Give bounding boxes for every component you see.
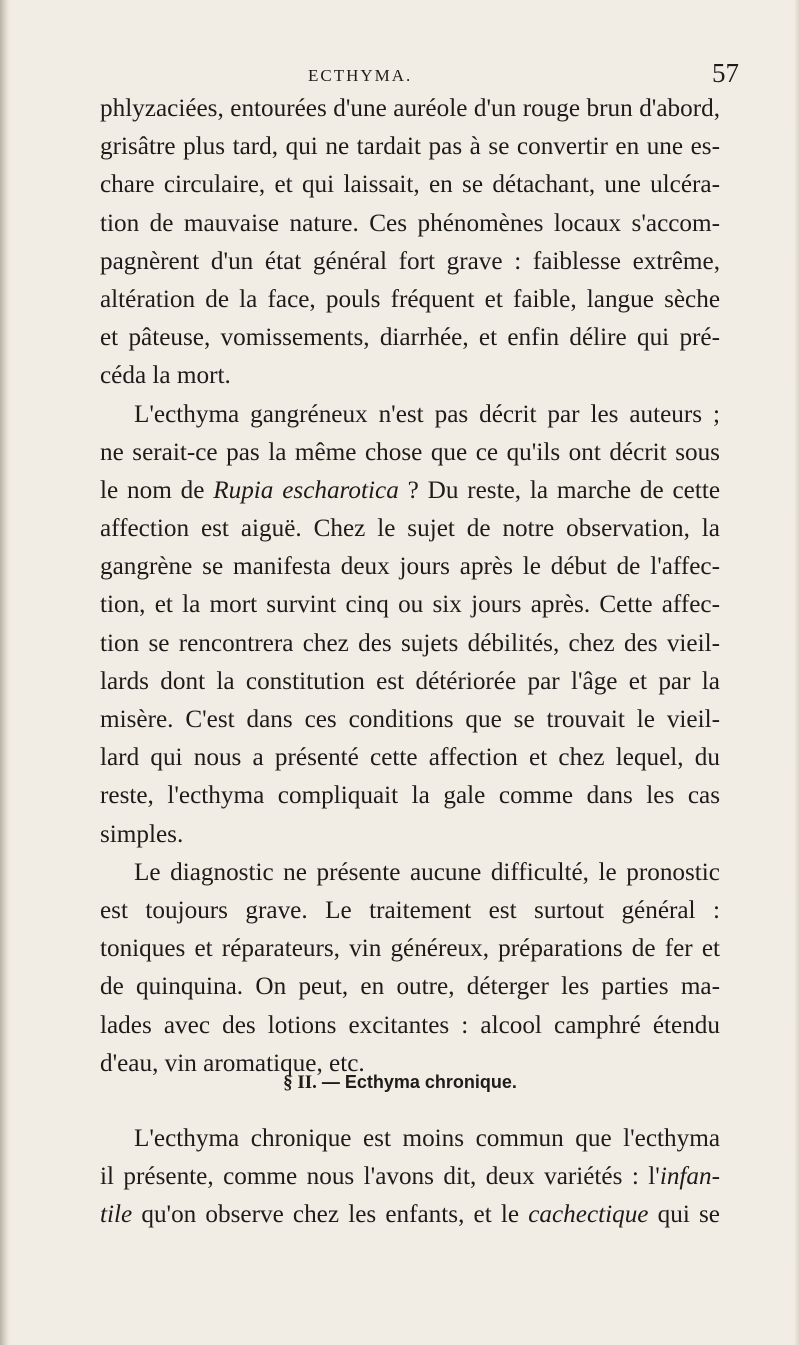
text-line: tion se rencontrera chez des sujets débilités, chez des vieil- — [100, 629, 720, 657]
text-line: misère. C'est dans ces conditions que se trouvait le vieil- — [100, 706, 720, 733]
text-line: grisâtre plus tard, qui ne tardait pas à se convertir en une es- — [100, 133, 720, 161]
text-line: ne serait-ce pas la même chose que ce qu'ils ont décrit sous — [100, 438, 720, 466]
text-line: phlyzaciées, entourées d'une auréole d'un rouge brun d'abord, — [100, 95, 720, 122]
text-line: lard qui nous a présenté cette affection et chez lequel, du — [100, 744, 720, 772]
text-run: ? Du reste, la marche de cette — [398, 476, 720, 504]
text-line: céda la mort. — [100, 362, 231, 390]
running-title: ECTHYMA. — [308, 66, 413, 85]
text-line: lades avec des lotions excitantes : alcool camphré étendu — [100, 1011, 720, 1039]
binding-edge — [0, 0, 10, 1345]
text-line: simples. — [100, 820, 184, 848]
text-line: toniques et réparateurs, vin généreux, préparations de fer et — [100, 935, 720, 963]
text-run: qu'on observe chez les enfants, et le — [132, 1201, 529, 1229]
text-line: tion, et la mort survint cinq ou six jours après. Cette affec- — [100, 591, 720, 619]
text-line: affection est aiguë. Chez le sujet de notre observation, la — [100, 515, 720, 543]
italic-term: tile — [100, 1201, 133, 1229]
text-line — [100, 472, 720, 510]
text-line: L'ecthyma gangréneux n'est pas décrit par les auteurs ; — [134, 400, 720, 428]
text-line: et pâteuse, vomissements, diarrhée, et enfin délire qui pré- — [100, 324, 720, 352]
text-line: reste, l'ecthyma compliquait la gale comme dans les cas — [100, 782, 720, 810]
text-run: le nom de — [100, 476, 214, 504]
italic-title: Rupia escharotica — [213, 476, 399, 504]
text-line: est toujours grave. Le traitement est surtout général : — [100, 896, 720, 924]
text-run: il présente, comme nous l'avons dit, deux variétés : l' — [100, 1163, 660, 1191]
section-title: Ecthyma chronique. — [344, 1072, 517, 1092]
page-number: 57 — [712, 58, 739, 88]
text-line: chare circulaire, et qui laissait, en se détachant, une ulcéra- — [100, 171, 720, 199]
text-line: L'ecthyma chronique est moins commun que l'ecthyma — [134, 1125, 720, 1152]
section-mark: § II. — [283, 1072, 317, 1093]
text-line — [100, 1196, 720, 1234]
section-text — [100, 1120, 720, 1235]
section-dash: — — [321, 1072, 340, 1092]
text-line: altération de la face, pouls fréquent et faible, langue sèche — [100, 285, 720, 313]
text-run: qui se — [648, 1201, 720, 1229]
text-line: pagnèrent d'un état général fort grave : faiblesse extrême, — [100, 247, 720, 275]
page-edge — [794, 0, 800, 1345]
text-line: lards dont la constitution est détériorée par l'âge et par la — [100, 667, 720, 695]
text-line — [100, 1158, 720, 1196]
text-line: tion de mauvaise nature. Ces phénomènes locaux s'accom- — [100, 209, 720, 237]
text-line: de quinquina. On peut, en outre, déterger les parties ma- — [100, 973, 720, 1001]
text-line: gangrène se manifesta deux jours après le début de l'affec- — [100, 553, 720, 581]
italic-term: cachectique — [528, 1201, 649, 1229]
italic-term: infan- — [659, 1163, 720, 1191]
text-line: d'eau, vin aromatique, etc. — [100, 1049, 365, 1077]
text-line: Le diagnostic ne présente aucune difficulté, le pronostic — [134, 858, 720, 886]
section-heading — [0, 1072, 800, 1094]
body-text — [100, 90, 720, 1083]
